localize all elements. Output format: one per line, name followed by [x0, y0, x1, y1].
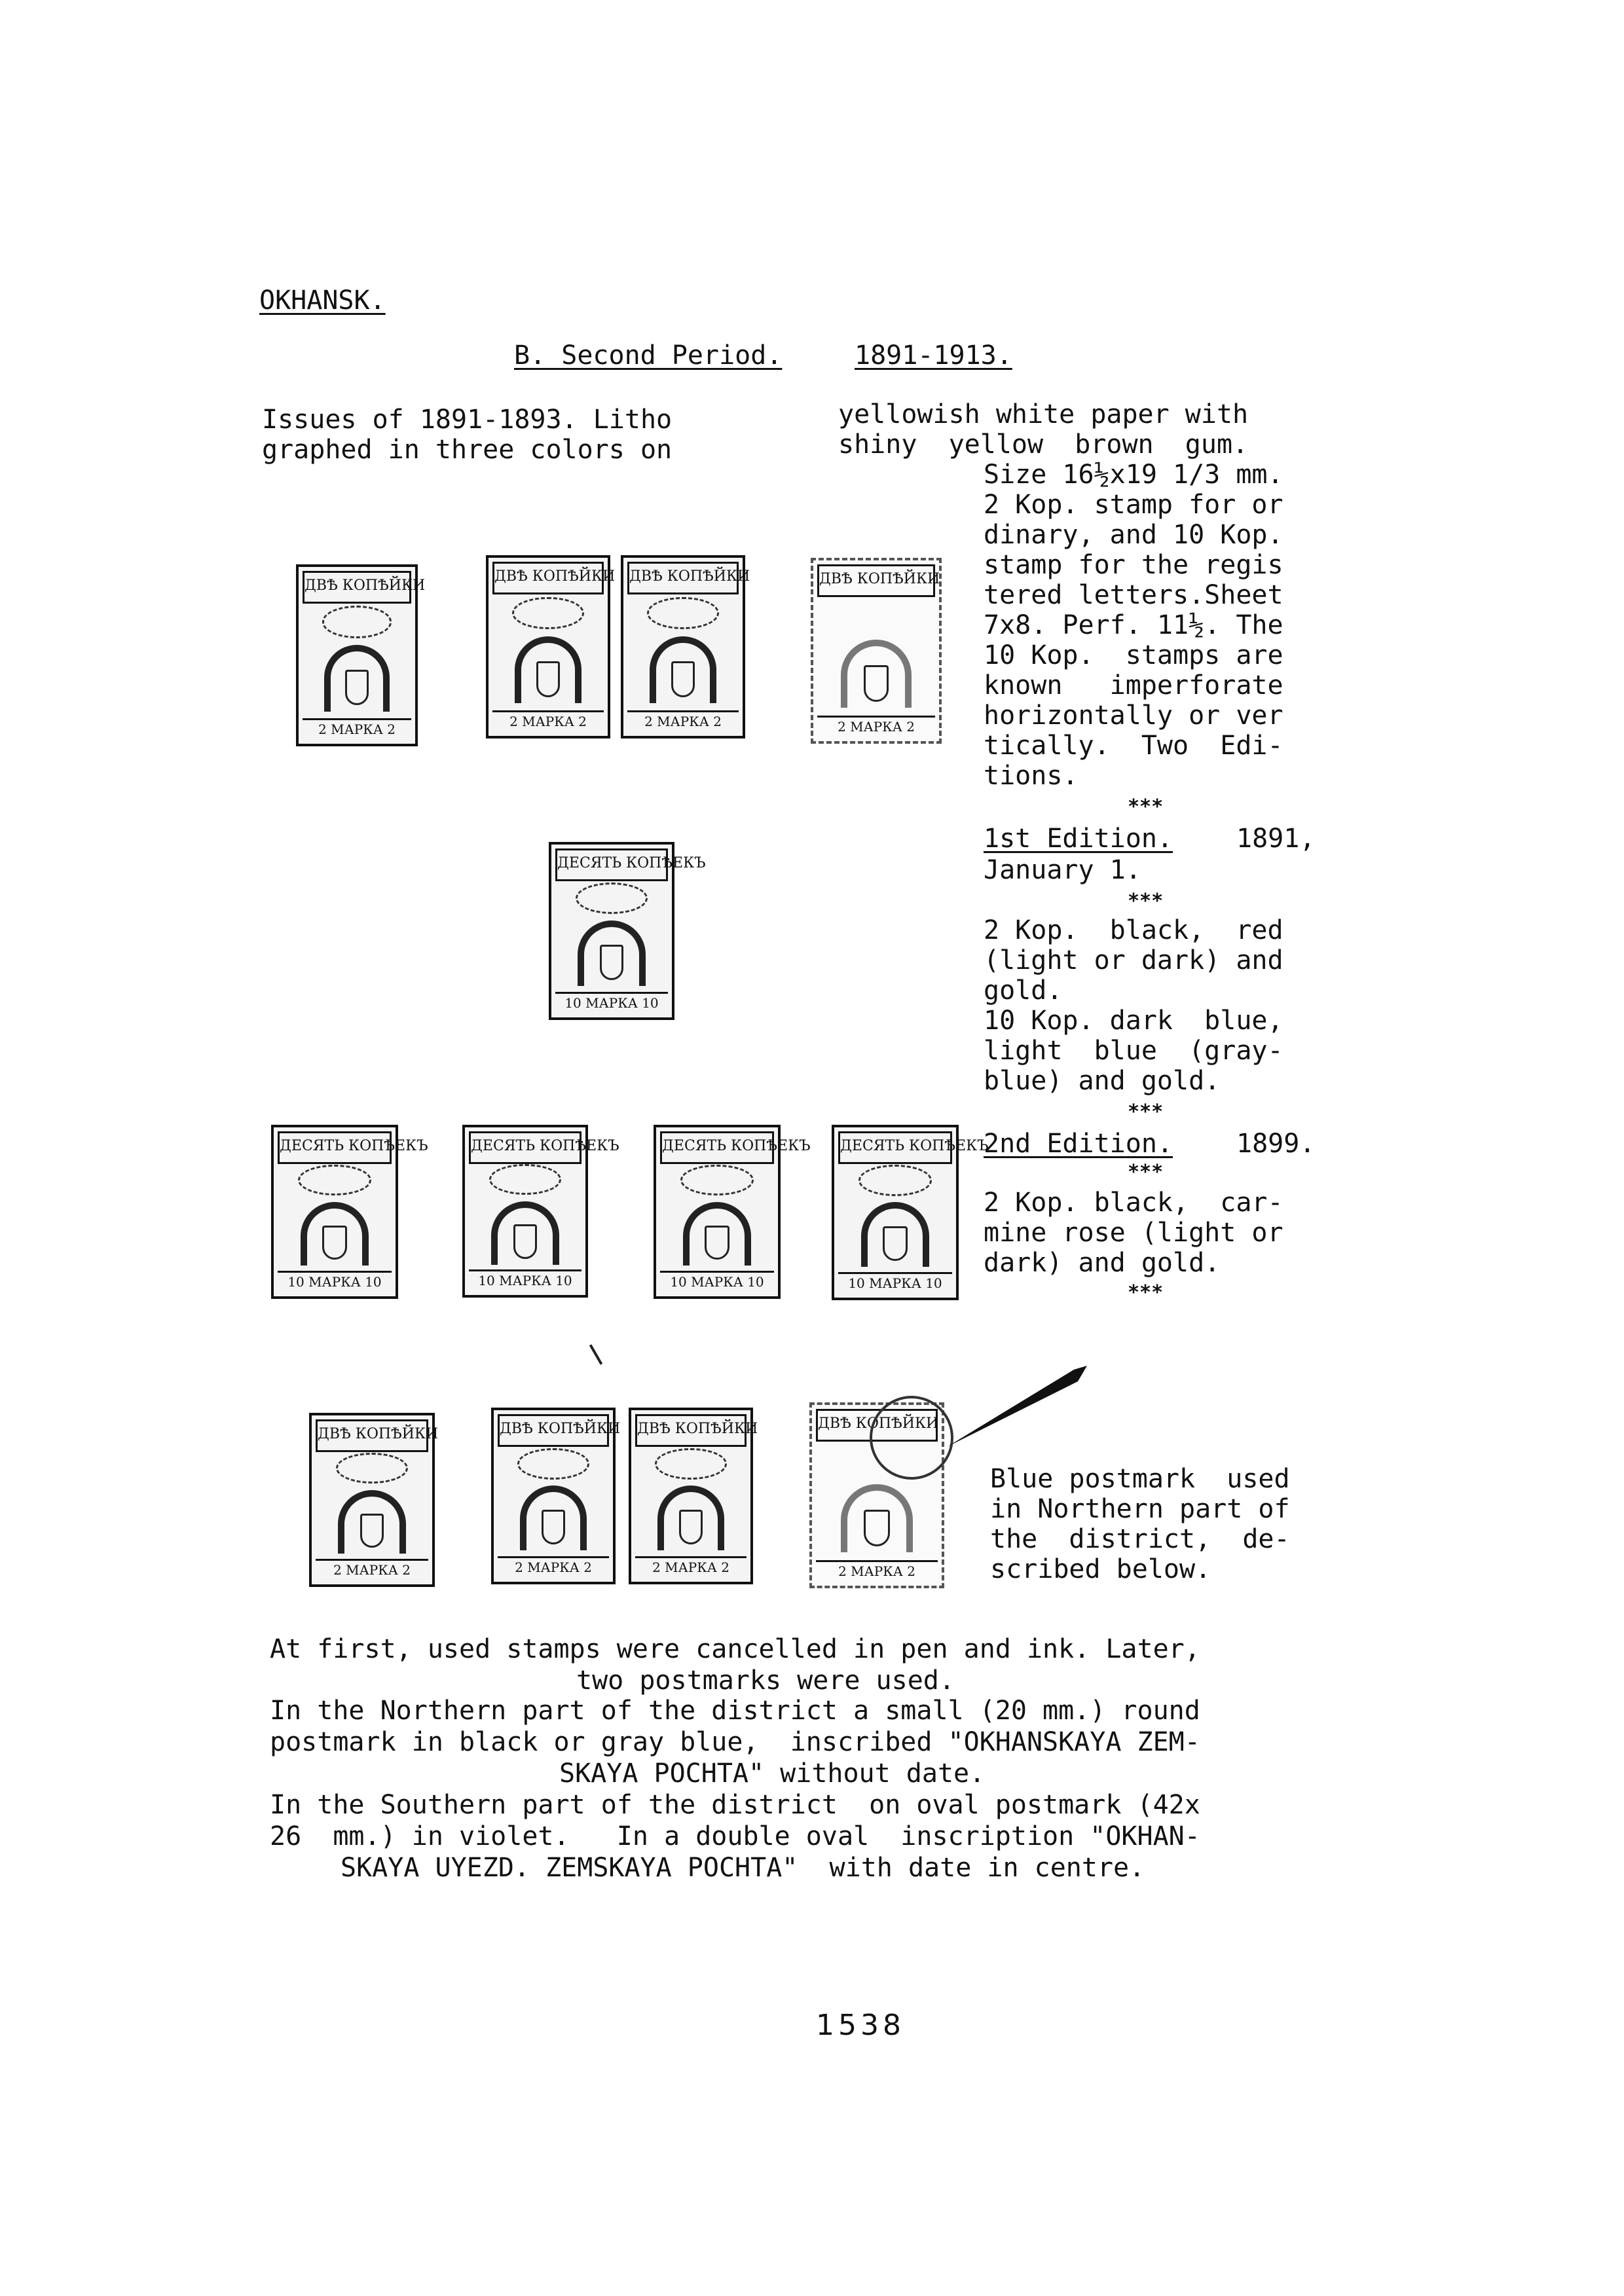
stamp-header: ДЕСЯТЬ КОПѢЕКЪ [838, 1131, 952, 1164]
coat-of-arms-icon [600, 945, 624, 980]
edition1-heading: 1st Edition. [984, 824, 1173, 854]
desc-line-9: horizontally or ver [984, 701, 1283, 731]
postmark-note-line-4: scribed below. [990, 1554, 1211, 1584]
separator-stars: *** [1128, 1101, 1164, 1123]
body-line-8: SKAYA UYEZD. ZEMSKAYA POCHTA" with date in centre. [341, 1853, 1145, 1883]
coat-of-arms-icon [705, 1226, 729, 1260]
stamp-10kop [462, 1125, 619, 1298]
stamp-footer: 2 МАРКА 2 [817, 716, 935, 737]
stamp-header: ДВѢ КОПѢЙКИ [498, 1414, 609, 1447]
coat-of-arms-icon [536, 661, 560, 697]
postmark-note-line-1: Blue postmark used [990, 1464, 1290, 1494]
edition1-line-2: (light or dark) and [984, 945, 1283, 975]
desc-line-3: dinary, and 10 Kop. [984, 520, 1283, 550]
page-number: 1538 [816, 2009, 905, 2042]
stamp-footer: 2 МАРКА 2 [498, 1556, 609, 1578]
edition2-heading: 2nd Edition. [984, 1129, 1173, 1159]
stamp-footer: 10 МАРКА 10 [838, 1272, 952, 1294]
stamp-2kop [491, 1408, 621, 1584]
stamp-header: ДЕСЯТЬ КОПѢЕКЪ [555, 848, 668, 881]
intro-left-line-2: graphed in three colors on [262, 435, 673, 465]
coat-of-arms-icon [671, 661, 695, 697]
desc-line-10: tically. Two Edi- [984, 731, 1283, 761]
body-line-3: In the Northern part of the district a small (20 mm.) round [270, 1696, 1200, 1726]
stamp-2kop [629, 1408, 758, 1584]
stamp-10kop [549, 842, 706, 1020]
edition1-line-5: light blue (gray- [984, 1036, 1283, 1066]
stamp-2kop-postmarked [809, 1402, 944, 1588]
stamp-header: ДВѢ КОПѢЙКИ [627, 562, 739, 594]
separator-stars: *** [1128, 1161, 1164, 1184]
stamp-header: ДВѢ КОПѢЙКИ [635, 1414, 747, 1447]
ornament-icon [489, 1164, 561, 1195]
stamp-header: ДВѢ КОПѢЙКИ [816, 1409, 938, 1442]
desc-line-1: Size 16½x19 1/3 mm. [984, 460, 1283, 490]
edition2-line-1: 2 Kop. black, car- [984, 1188, 1283, 1218]
edition1-line-1: 2 Kop. black, red [984, 915, 1283, 945]
stamp-2kop-faded [811, 558, 942, 744]
stamp-footer: 10 МАРКА 10 [660, 1271, 774, 1292]
coat-of-arms-icon [864, 1510, 890, 1546]
stamp-footer: 2 МАРКА 2 [303, 718, 411, 740]
desc-line-2: 2 Kop. stamp for or [984, 490, 1283, 520]
intro-right-line-1: yellowish white paper with [838, 399, 1249, 429]
coat-of-arms-icon [864, 665, 889, 702]
desc-line-6: 7x8. Perf. 11½. The [984, 610, 1283, 640]
stamp-10kop [271, 1125, 428, 1299]
body-line-2: two postmarks were used. [576, 1666, 955, 1696]
stamp-footer: 2 МАРКА 2 [492, 710, 604, 732]
postmark-circle-icon [870, 1396, 953, 1480]
edition1-year: 1891, [1236, 824, 1316, 854]
stamp-footer: 10 МАРКА 10 [278, 1271, 392, 1292]
stamp-footer: 2 МАРКА 2 [816, 1560, 938, 1582]
ornament-icon [322, 606, 392, 638]
stamp-footer: 10 МАРКА 10 [469, 1269, 581, 1291]
coat-of-arms-icon [322, 1226, 346, 1260]
stamp-2kop [486, 555, 616, 738]
ornament-icon [680, 1165, 754, 1195]
ornament-icon [576, 883, 648, 914]
edition1-line-3: gold. [984, 975, 1063, 1006]
coat-of-arms-icon [883, 1226, 907, 1261]
stamp-header: ДВѢ КОПѢЙКИ [492, 562, 604, 594]
postmark-note-line-3: the district, de- [990, 1524, 1290, 1554]
body-line-6: In the Southern part of the district on oval postmark (42x [270, 1790, 1200, 1820]
stamp-footer: 2 МАРКА 2 [627, 710, 739, 732]
desc-line-5: tered letters.Sheet [984, 580, 1283, 610]
stamp-header: ДВѢ КОПѢЙКИ [817, 564, 935, 597]
desc-line-11: tions. [984, 761, 1079, 791]
stamp-header: ДВѢ КОПѢЙКИ [303, 571, 411, 604]
ornament-icon [517, 1448, 589, 1480]
pointer-arrow-icon [943, 1362, 1100, 1453]
desc-line-8: known imperforate [984, 670, 1283, 701]
stray-mark [589, 1344, 602, 1364]
coat-of-arms-icon [679, 1510, 703, 1544]
stamp-2kop [621, 555, 750, 738]
ornament-icon [655, 1448, 726, 1480]
stamp-2kop [309, 1413, 439, 1587]
page-title: OKHANSK. [259, 285, 386, 316]
coat-of-arms-icon [513, 1224, 538, 1258]
stamp-footer: 2 МАРКА 2 [635, 1556, 747, 1578]
separator-stars: *** [1128, 1281, 1164, 1304]
stamp-10kop [654, 1125, 811, 1299]
ornament-icon [512, 597, 583, 630]
desc-line-4: stamp for the regis [984, 550, 1283, 580]
intro-right-line-2: shiny yellow brown gum. [838, 429, 1249, 460]
stamp-header: ДЕСЯТЬ КОПѢЕКЪ [278, 1131, 392, 1164]
stamp-header: ДЕСЯТЬ КОПѢЕКЪ [660, 1131, 774, 1164]
edition2-year: 1899. [1236, 1129, 1316, 1159]
section-heading: B. Second Period. [514, 340, 783, 371]
edition2-line-3: dark) and gold. [984, 1248, 1221, 1278]
coat-of-arms-icon [360, 1514, 384, 1548]
body-line-5: SKAYA POCHTA" without date. [559, 1758, 986, 1789]
edition1-line-6: blue) and gold. [984, 1066, 1221, 1096]
stamp-10kop [832, 1125, 989, 1300]
body-line-4: postmark in black or gray blue, inscribed "OKHANSKAYA ZEM- [270, 1727, 1200, 1757]
coat-of-arms-icon [345, 670, 369, 706]
ornament-icon [858, 1165, 932, 1196]
stamp-2kop [296, 564, 426, 746]
stamp-footer: 2 МАРКА 2 [316, 1559, 428, 1580]
stamp-header: ДВѢ КОПѢЙКИ [316, 1419, 428, 1452]
stamp-footer: 10 МАРКА 10 [555, 992, 668, 1013]
edition1-date: January 1. [984, 855, 1141, 885]
ornament-icon [647, 597, 718, 630]
ornament-icon [336, 1453, 408, 1484]
edition2-line-2: mine rose (light or [984, 1218, 1283, 1248]
postmark-note-line-2: in Northern part of [990, 1494, 1290, 1524]
intro-left-line-1: Issues of 1891-1893. Litho [262, 405, 673, 435]
section-years: 1891-1913. [855, 340, 1012, 371]
body-line-7: 26 mm.) in violet. In a double oval inscription "OKHAN- [270, 1821, 1200, 1851]
edition1-line-4: 10 Kop. dark blue, [984, 1006, 1283, 1036]
desc-line-7: 10 Kop. stamps are [984, 640, 1283, 670]
coat-of-arms-icon [542, 1510, 565, 1544]
body-line-1: At first, used stamps were cancelled in pen and ink. Later, [270, 1634, 1200, 1664]
separator-stars: *** [1128, 890, 1164, 913]
stamp-header: ДЕСЯТЬ КОПѢЕКЪ [469, 1131, 581, 1164]
separator-stars: *** [1128, 795, 1164, 818]
ornament-icon [298, 1165, 371, 1195]
